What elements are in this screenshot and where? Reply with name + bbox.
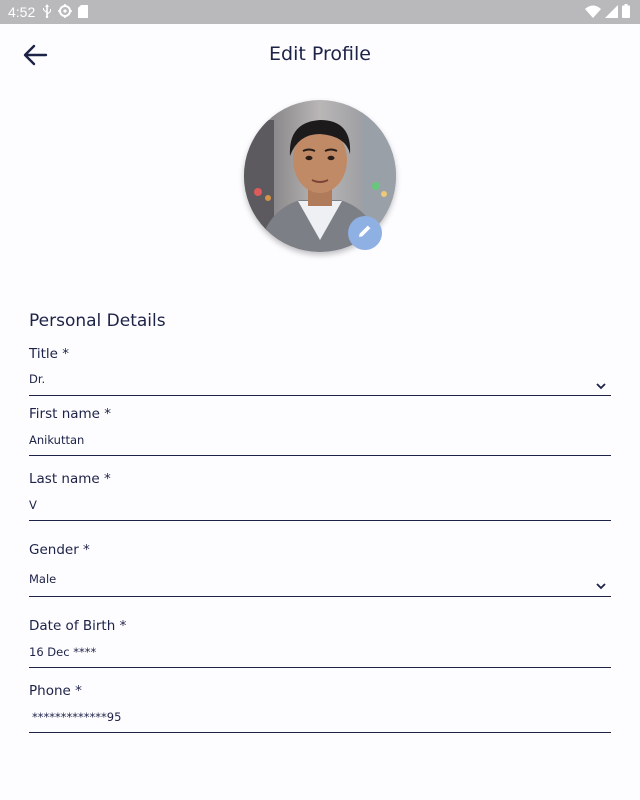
field-underline (29, 667, 611, 668)
date-of-birth-label: Date of Birth * (29, 618, 127, 634)
title-value: Dr. (29, 372, 46, 386)
field-underline (29, 395, 611, 396)
chevron-down-icon (595, 375, 607, 383)
field-underline (29, 455, 611, 456)
battery-icon (622, 4, 630, 18)
pencil-icon (357, 223, 373, 243)
date-of-birth-value: 16 Dec **** (29, 645, 97, 659)
first-name-field[interactable] (29, 406, 611, 456)
gender-label: Gender * (29, 542, 90, 558)
date-of-birth-field[interactable] (29, 618, 611, 668)
edit-photo-button[interactable] (348, 216, 382, 250)
status-time: 4:52 (8, 4, 36, 20)
section-title: Personal Details (29, 311, 166, 331)
gender-dropdown[interactable] (29, 542, 611, 598)
title-label: Title * (29, 346, 69, 362)
field-underline (29, 520, 611, 521)
chevron-down-icon (595, 575, 607, 583)
gender-value: Male (29, 572, 57, 586)
phone-field[interactable] (29, 683, 611, 733)
status-bar (0, 0, 640, 24)
last-name-value: V (29, 498, 37, 512)
title-dropdown[interactable] (29, 346, 611, 396)
page-title: Edit Profile (269, 43, 371, 65)
first-name-value: Anikuttan (29, 433, 85, 447)
profile-photo-container (244, 100, 396, 252)
signal-icon (605, 5, 618, 18)
phone-label: Phone * (29, 683, 82, 699)
last-name-field[interactable] (29, 471, 611, 521)
edit-profile-screen (0, 24, 640, 800)
app-bar (0, 24, 640, 84)
crosshair-icon (58, 4, 72, 18)
phone-value: *************95 (32, 710, 122, 724)
last-name-label: Last name * (29, 471, 111, 487)
sd-card-icon (78, 5, 88, 18)
first-name-label: First name * (29, 406, 112, 422)
field-underline (29, 732, 611, 733)
wifi-icon (585, 5, 601, 18)
field-underline (29, 596, 611, 597)
usb-icon (42, 4, 52, 18)
